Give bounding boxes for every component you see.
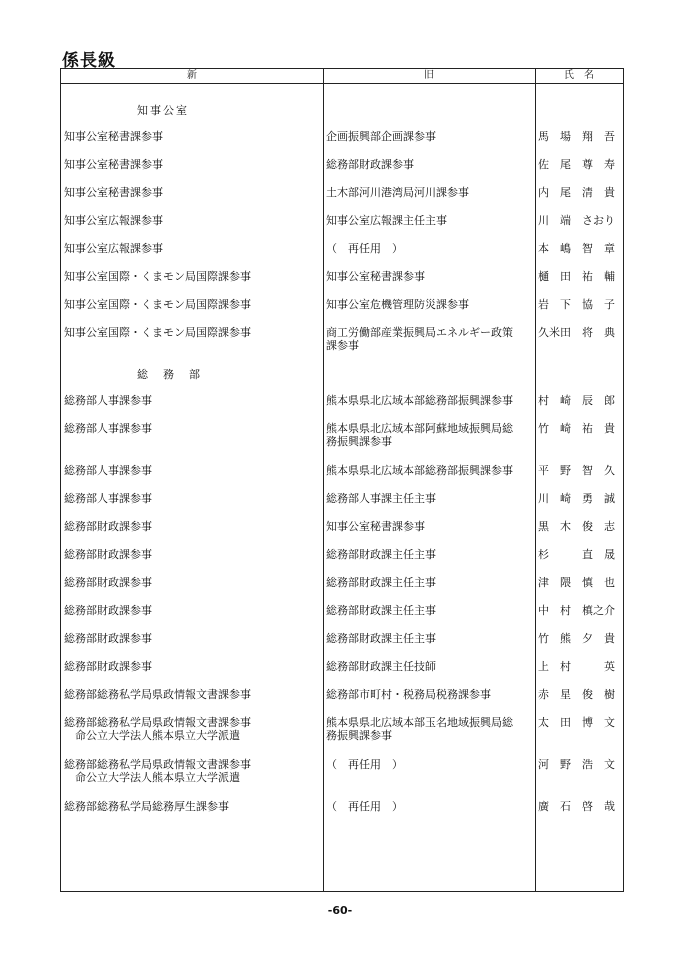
section-label: 総 務 部 xyxy=(137,368,202,381)
person-name: 村 崎 辰 郎 xyxy=(538,394,615,407)
old-position: 総務部財政課主任主事 xyxy=(326,548,436,561)
person-name: 上 村 英 xyxy=(538,660,615,673)
old-position: 企画振興部企画課参事 xyxy=(326,130,436,143)
person-name: 川 端 さおり xyxy=(538,214,615,227)
page-title: 係長級 xyxy=(62,51,116,71)
new-position: 知事公室国際・くまモン局国際課参事 xyxy=(64,270,251,283)
person-name: 津 隈 慎 也 xyxy=(538,576,615,589)
person-name: 樋 田 祐 輔 xyxy=(538,270,615,283)
new-position: 総務部総務私学局県政情報文書課参事 命公立大学法人熊本県立大学派遣 xyxy=(64,758,251,784)
old-position: 熊本県県北広域本部阿蘇地域振興局総 務振興課参事 xyxy=(326,422,513,448)
new-position: 総務部財政課参事 xyxy=(64,660,152,673)
person-name: 岩 下 協 子 xyxy=(538,298,615,311)
new-position: 知事公室広報課参事 xyxy=(64,214,163,227)
old-position: 熊本県県北広域本部総務部振興課参事 xyxy=(326,394,513,407)
old-position: 知事公室広報課主任主事 xyxy=(326,214,447,227)
header-name: 氏 名 xyxy=(564,70,594,81)
old-position: 熊本県県北広域本部玉名地域振興局総 務振興課参事 xyxy=(326,716,513,742)
person-name: 川 崎 勇 誠 xyxy=(538,492,615,505)
new-position: 総務部人事課参事 xyxy=(64,422,152,435)
new-position: 知事公室国際・くまモン局国際課参事 xyxy=(64,326,251,339)
new-position: 知事公室秘書課参事 xyxy=(64,130,163,143)
new-position: 総務部財政課参事 xyxy=(64,548,152,561)
table-header xyxy=(61,69,623,84)
old-position: 知事公室秘書課参事 xyxy=(326,270,425,283)
old-position: 総務部財政課主任主事 xyxy=(326,576,436,589)
person-name: 河 野 浩 文 xyxy=(538,758,615,771)
new-position: 総務部総務私学局総務厚生課参事 xyxy=(64,800,229,813)
old-position: （ 再任用 ） xyxy=(326,800,403,813)
new-position: 総務部総務私学局県政情報文書課参事 xyxy=(64,688,251,701)
person-name: 本 嶋 智 章 xyxy=(538,242,615,255)
new-position: 総務部財政課参事 xyxy=(64,604,152,617)
new-position: 総務部人事課参事 xyxy=(64,492,152,505)
page-number: -60- xyxy=(327,904,353,917)
section-label: 知事公室 xyxy=(137,104,189,117)
person-name: 竹 熊 夕 貴 xyxy=(538,632,615,645)
new-position: 知事公室秘書課参事 xyxy=(64,158,163,171)
person-name: 竹 崎 祐 貴 xyxy=(538,422,615,435)
person-name: 太 田 博 文 xyxy=(538,716,615,729)
header-old: 旧 xyxy=(424,70,434,81)
person-name: 黒 木 俊 志 xyxy=(538,520,615,533)
person-name: 馬 場 翔 吾 xyxy=(538,130,615,143)
old-position: 総務部人事課主任主事 xyxy=(326,492,436,505)
old-position: 総務部財政課主任主事 xyxy=(326,632,436,645)
column-divider xyxy=(323,69,324,891)
person-name: 杉 直 晟 xyxy=(538,548,615,561)
new-position: 総務部人事課参事 xyxy=(64,464,152,477)
person-name: 平 野 智 久 xyxy=(538,464,615,477)
personnel-table xyxy=(60,68,624,892)
new-position: 総務部財政課参事 xyxy=(64,632,152,645)
old-position: 商工労働部産業振興局エネルギー政策 課参事 xyxy=(326,326,513,352)
old-position: （ 再任用 ） xyxy=(326,242,403,255)
person-name: 赤 星 俊 樹 xyxy=(538,688,615,701)
old-position: 総務部市町村・税務局税務課参事 xyxy=(326,688,491,701)
person-name: 佐 尾 尊 寿 xyxy=(538,158,615,171)
old-position: 知事公室危機管理防災課参事 xyxy=(326,298,469,311)
header-new: 新 xyxy=(187,70,197,81)
new-position: 総務部総務私学局県政情報文書課参事 命公立大学法人熊本県立大学派遣 xyxy=(64,716,251,742)
old-position: （ 再任用 ） xyxy=(326,758,403,771)
person-name: 廣 石 啓 哉 xyxy=(538,800,615,813)
old-position: 知事公室秘書課参事 xyxy=(326,520,425,533)
new-position: 総務部人事課参事 xyxy=(64,394,152,407)
old-position: 総務部財政課主任主事 xyxy=(326,604,436,617)
old-position: 土木部河川港湾局河川課参事 xyxy=(326,186,469,199)
person-name: 内 尾 清 貴 xyxy=(538,186,615,199)
new-position: 総務部財政課参事 xyxy=(64,520,152,533)
old-position: 熊本県県北広域本部総務部振興課参事 xyxy=(326,464,513,477)
new-position: 知事公室広報課参事 xyxy=(64,242,163,255)
new-position: 知事公室秘書課参事 xyxy=(64,186,163,199)
old-position: 総務部財政課主任技師 xyxy=(326,660,436,673)
new-position: 総務部財政課参事 xyxy=(64,576,152,589)
old-position: 総務部財政課参事 xyxy=(326,158,414,171)
new-position: 知事公室国際・くまモン局国際課参事 xyxy=(64,298,251,311)
person-name: 中 村 槙之介 xyxy=(538,604,615,617)
person-name: 久米田 将 典 xyxy=(538,326,615,339)
